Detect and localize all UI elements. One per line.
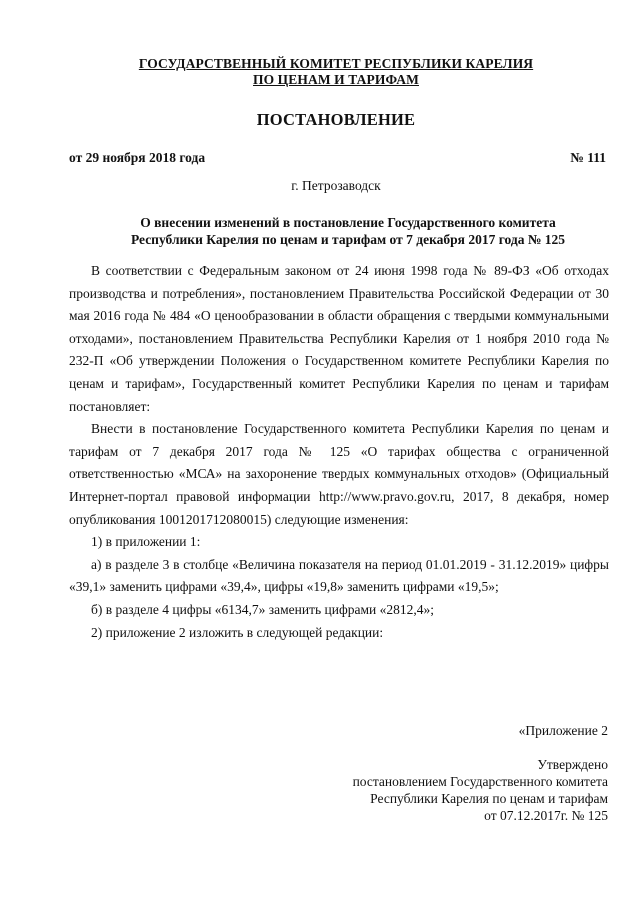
organization-name-line-2: ПО ЦЕНАМ И ТАРИФАМ: [253, 72, 419, 87]
subject-line-1: О внесении изменений в постановление Государственного комитета: [140, 215, 556, 230]
body-paragraph: б) в разделе 4 цифры «6134,7» заменить цифрами «2812,4»;: [91, 601, 434, 617]
appendix-approved: Утверждено: [537, 757, 608, 772]
document-date: от 29 ноября 2018 года: [69, 150, 206, 165]
appendix-approval-line-2: Республики Карелия по ценам и тарифам: [370, 791, 608, 806]
appendix-label: [278, 722, 608, 739]
appendix-approval-line-1: постановлением Государственного комитета: [352, 774, 608, 789]
document-body: [69, 260, 609, 644]
body-paragraph: 1) в приложении 1:: [91, 534, 201, 550]
body-paragraph: а) в разделе 3 в столбце «Величина показателя на период 01.01.2019 - 31.12.2019» цифры «39,1» заменить цифрами «39,4», цифры «19,8» заменить цифрами «19,5»;: [69, 556, 609, 595]
organization-name-line-1: ГОСУДАРСТВЕННЫЙ КОМИТЕТ РЕСПУБЛИКИ КАРЕЛИЯ: [138, 56, 534, 71]
appendix-title: «Приложение 2: [518, 723, 608, 738]
document-subject: [80, 214, 616, 248]
subject-line-2: Республики Карелия по ценам и тарифам от 7 декабря 2017 года № 125: [130, 232, 566, 247]
document-type-title: ПОСТАНОВЛЕНИЕ: [256, 110, 416, 129]
body-paragraph: 2) приложение 2 изложить в следующей редакции:: [91, 624, 384, 640]
appendix-approval-block: [278, 756, 608, 824]
appendix-approval-line-3: от 07.12.2017г. № 125: [484, 808, 608, 823]
body-paragraph: В соответствии с Федеральным законом от 24 июня 1998 года № 89-ФЗ «Об отходах производства и потребления», постановлением Правительства Российской Федерации от 30 мая 2016 года № 484 «О ценообразовании в области обращения с твердыми коммунальными отходами», постановлением Правительства Республики Карелия от 1 ноября 2010 года № 232-П «Об утверждении Положения о Государственном комитете Республики Карелия по ценам и тарифам», Государственный комитет Республики Карелия по ценам и тарифам постановляет:: [69, 263, 609, 414]
document-number: № 111: [570, 150, 606, 165]
document-city: г. Петрозаводск: [291, 178, 381, 193]
body-paragraph: Внести в постановление Государственного комитета Республики Карелия по ценам и тарифам от 7 декабря 2017 года № 125 «О тарифах общества с ограниченной ответственностью «МСА» на захоронение твердых коммунальных отходов» (Официальный Интернет-портал правовой информации http://www.pravo.gov.ru, 2017, 8 декабря, номер опубликования 1001201712080015) следующие изменения:: [69, 421, 609, 527]
